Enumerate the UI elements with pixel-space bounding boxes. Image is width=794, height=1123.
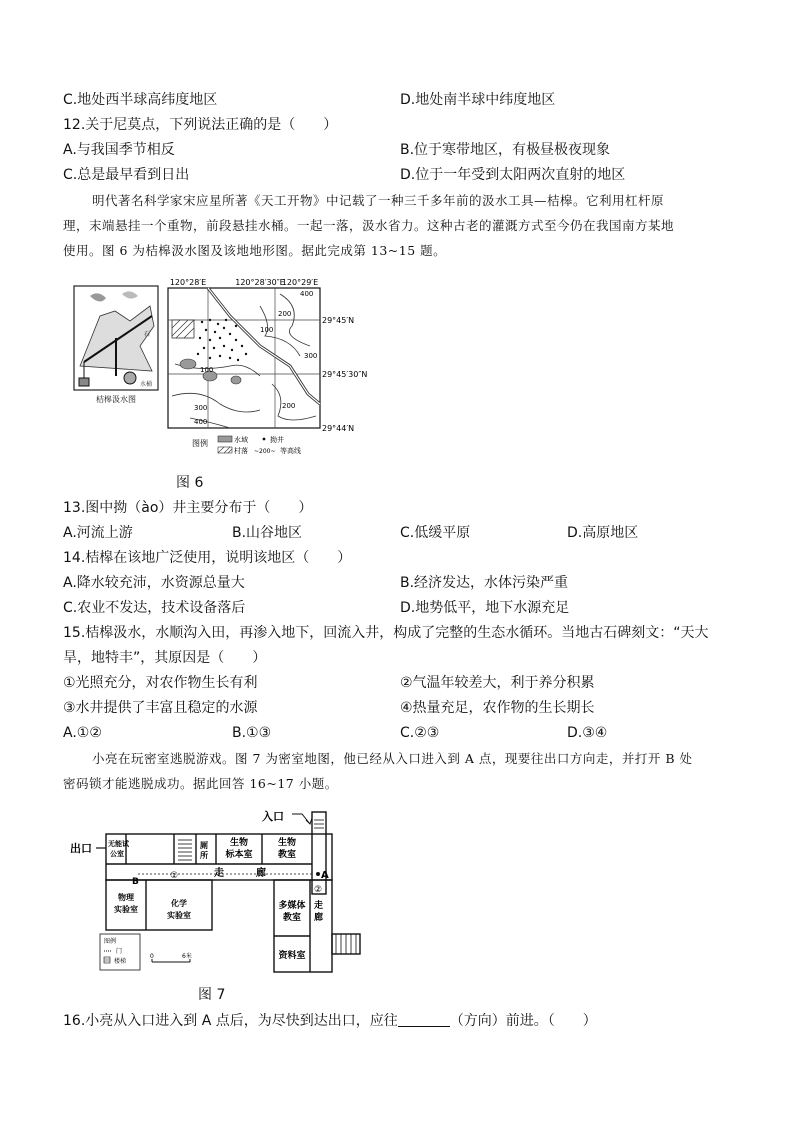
lon-label-1: 120°28′E xyxy=(169,278,207,287)
room-bio-specimen-label-1: 生物 xyxy=(229,838,249,848)
scale-bar xyxy=(150,952,192,962)
q15-item-4: ④热量充足，农作物的生长期长 xyxy=(400,700,595,716)
q13-option-c: C.低缓平原 xyxy=(400,525,471,541)
entrance-label: 入口 xyxy=(262,810,284,823)
contour-label-100a: 100 xyxy=(260,326,274,334)
fig6-legend xyxy=(192,435,301,455)
q12-option-d: D.位于一年受到太阳两次直射的地区 xyxy=(400,167,626,183)
q14-option-d: D.地势低平，地下水源充足 xyxy=(400,600,570,616)
scale-six: 6米 xyxy=(182,953,192,960)
legend-village-label: 村落 xyxy=(234,447,248,455)
exit-label: 出口 xyxy=(70,842,92,855)
room-bio-class-label-1: 生物 xyxy=(277,838,297,848)
q15-option-d: D.③④ xyxy=(567,725,608,741)
corridor-vertical-label-1: 走 xyxy=(314,901,324,911)
q12-option-b: B.位于寒带地区，有极昼极夜现象 xyxy=(400,142,611,158)
passage2-line2: 密码锁才能逃脱成功。据此回答 16~17 小题。 xyxy=(63,776,338,791)
room-bio-class-label-2: 教室 xyxy=(277,850,297,860)
lat-label-1: 29°45′N xyxy=(322,316,355,325)
contour-label-400b: 400 xyxy=(194,418,208,426)
q11-option-c: C.地处西半球高纬度地区 xyxy=(63,92,218,108)
room-toilet-label-1: 厕 xyxy=(200,841,208,850)
corridor-label-1: 走 xyxy=(214,868,224,879)
q15-item-1: ①光照充分，对农作物生长有利 xyxy=(63,675,258,691)
contour-label-300b: 300 xyxy=(194,404,208,412)
fig6-legend-title: 图例 xyxy=(192,439,208,448)
inset-label-stone: 石 xyxy=(144,331,151,338)
q13-stem: 13.图中拗（ào）井主要分布于（ ） xyxy=(63,500,313,516)
lat-label-2: 29°45′30″N xyxy=(322,370,368,379)
passage1-line3: 使用。图 6 为桔槔汲水图及该地地形图。据此完成第 13~15 题。 xyxy=(63,243,447,258)
legend-contour-sample: ~200~ xyxy=(254,448,276,455)
lat-label-3: 29°44′N xyxy=(322,424,355,433)
q14-option-c: C.农业不发达，技术设备落后 xyxy=(63,600,246,616)
lon-label-3: 120°29′E xyxy=(281,278,319,287)
room-media-label-1: 多媒体 xyxy=(278,901,306,911)
q13-option-d: D.高原地区 xyxy=(567,525,639,541)
room-toilet-label-2: 所 xyxy=(200,851,208,860)
passage2-line1: 小亮在玩密室逃脱游戏。图 7 为密室地图，他已经从入口进入到 A 点，现要往出口方向走，并打开 B 处 xyxy=(92,751,693,766)
contour-label-300a: 300 xyxy=(304,352,318,360)
legend-door-label: 门 xyxy=(116,948,123,955)
room-office-label-2: 公室 xyxy=(110,850,124,858)
room-archive-label: 资料室 xyxy=(278,951,306,961)
room-chem-label-2: 实验室 xyxy=(167,911,191,920)
point-a-marker xyxy=(316,872,320,876)
figure-7-caption: 图 7 xyxy=(198,987,226,1003)
fig7-legend-title: 图例 xyxy=(104,938,117,945)
q15-stem-line1: 15.桔槔汲水，水顺沟入田，再渗入地下，回流入井，构成了完整的生态水循环。当地古石碑刻文：“天大 xyxy=(63,625,709,641)
q11-option-d: D.地处南半球中纬度地区 xyxy=(400,92,556,108)
contour-label-200b: 200 xyxy=(282,402,296,410)
point-a-label: A xyxy=(321,870,329,881)
contour-label-400a: 400 xyxy=(300,290,314,298)
q15-option-b: B.①③ xyxy=(232,725,272,741)
figure-7 xyxy=(66,800,376,986)
legend-stairs-label: 楼梯 xyxy=(114,958,127,965)
legend-well-label: 拗井 xyxy=(270,436,284,444)
q14-stem: 14.桔槔在该地广泛使用，说明该地区（ ） xyxy=(63,550,352,566)
scale-zero: 0 xyxy=(150,953,154,960)
corridor-vertical-label-2: 廊 xyxy=(314,913,324,923)
q15-stem-line2: 旱，地特丰”，其原因是（ ） xyxy=(63,650,267,666)
lon-label-2: 120°28′30″E xyxy=(235,278,285,287)
legend-water-label: 水域 xyxy=(234,436,248,444)
q16-stem xyxy=(63,1011,597,1031)
passage1-line1: 明代著名科学家宋应星所著《天工开物》中记载了一种三千多年前的汲水工具—桔槔。它利用杠杆原 xyxy=(92,193,665,208)
room-physics-label-2: 实验室 xyxy=(114,905,138,914)
q15-item-3: ③水井提供了丰富且稳定的水源 xyxy=(63,700,258,716)
q12-option-c: C.总是最早看到日出 xyxy=(63,167,190,183)
room-chem-label-1: 化学 xyxy=(171,899,187,908)
q14-option-a: A.降水较充沛，水资源总量大 xyxy=(63,575,245,591)
q14-option-b: B.经济发达，水体污染严重 xyxy=(400,575,569,591)
q16-stem-after: （方向）前进。（ ） xyxy=(449,1013,597,1029)
room-office-label-1: 无能试 xyxy=(108,840,129,848)
inset-caption: 桔槔汲水图 xyxy=(96,395,136,404)
mark-1: ① xyxy=(170,871,179,881)
q13-option-b: B.山谷地区 xyxy=(232,525,303,541)
q13-option-a: A.河流上游 xyxy=(63,525,133,541)
q12-stem: 12.关于尼莫点，下列说法正确的是（ ） xyxy=(63,117,338,133)
mark-2: ② xyxy=(314,885,323,895)
contour-label-200a: 200 xyxy=(278,310,292,318)
q15-option-c: C.②③ xyxy=(400,725,440,741)
contour-label-100b: 100 xyxy=(200,366,214,374)
q12-option-a: A.与我国季节相反 xyxy=(63,142,175,158)
passage1-line2: 理，末端悬挂一个重物，前段悬挂水桶。一起一落，汲水省力。这种古老的灌溉方式至今仍在我国南方某地 xyxy=(63,218,675,233)
figure-6-caption: 图 6 xyxy=(176,475,204,491)
inset-label-bucket: 水桶 xyxy=(140,381,153,388)
jiegao-inset-illustration xyxy=(74,286,158,390)
q16-answer-blank[interactable] xyxy=(398,1012,450,1027)
q15-option-a: A.①② xyxy=(63,725,102,741)
point-b-label: B xyxy=(132,877,139,887)
topographic-map xyxy=(168,288,320,428)
room-bio-specimen-label-2: 标本室 xyxy=(225,850,253,860)
room-media-label-2: 教室 xyxy=(282,913,302,923)
room-physics-label-1: 物理 xyxy=(118,893,134,902)
q15-item-2: ②气温年较差大，利于养分积累 xyxy=(400,675,595,691)
corridor-label-2: 廊 xyxy=(256,868,266,879)
q16-stem-before: 16.小亮从入口进入到 A 点后，为尽快到达出口，应往 xyxy=(63,1013,398,1029)
figure-6 xyxy=(60,276,390,476)
fig7-legend xyxy=(100,934,140,970)
legend-contour-label: 等高线 xyxy=(280,447,301,455)
